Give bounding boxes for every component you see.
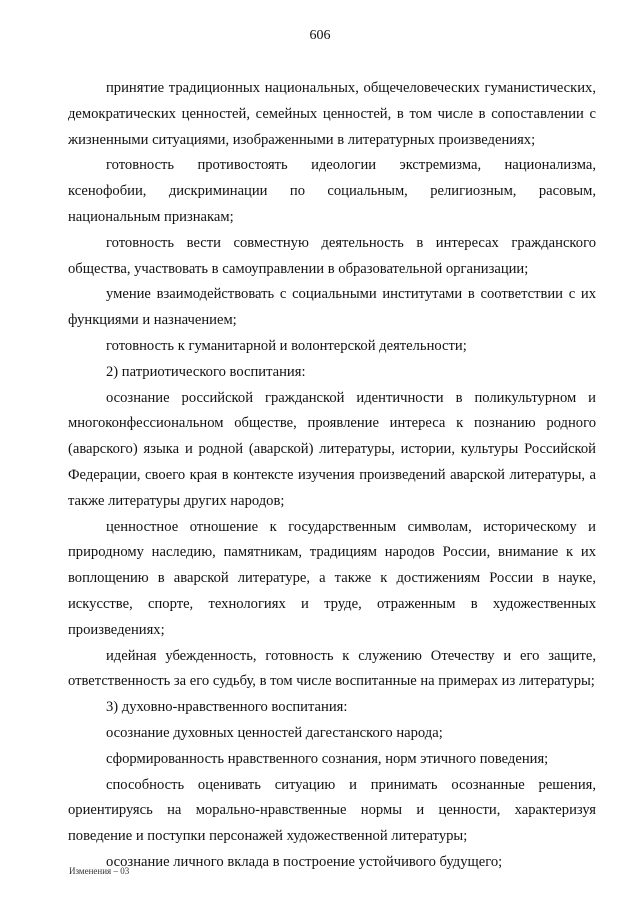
section-heading: 3) духовно-нравственного воспитания: <box>106 699 348 716</box>
footer-revision-note: Изменения – 03 <box>69 866 130 876</box>
paragraph: умение взаимодействовать с социальными институтами в соответствии с их функциями и назначением; <box>68 286 596 329</box>
section-heading: 2) патриотического воспитания: <box>106 363 306 380</box>
page-number: 606 <box>309 28 331 43</box>
paragraph: сформированность нравственного сознания, норм этичного поведения; <box>106 750 549 767</box>
body-text <box>68 76 596 876</box>
paragraph: способность оценивать ситуацию и принимать осознанные решения, ориентируясь на морально-нравственные нормы и ценности, характеризуя поведение и поступки персонажей художественной литературы; <box>68 776 596 845</box>
paragraph: идейная убежденность, готовность к служению Отечеству и его защите, ответственность за его судьбу, в том числе воспитанные на примерах из литературы; <box>68 647 596 690</box>
paragraph: готовность вести совместную деятельность в интересах гражданского общества, участвовать в самоуправлении в образовательной организации; <box>68 234 596 277</box>
paragraph: принятие традиционных национальных, общечеловеческих гуманистических, демократических ценностей, семейных ценностей, в том числе в сопоставлении с жизненными ситуациями, изображенными в литературных произведениях; <box>68 80 596 148</box>
paragraph: осознание российской гражданской идентичности в поликультурном и многоконфессиональном обществе, проявление интереса к познанию родного (аварского) языка и родной (аварской) литературы, истории, культуры Российской Федерации, своего края в контексте изучения произведений аварской литературы, а также литературы других народов; <box>68 389 596 509</box>
paragraph: осознание духовных ценностей дагестанского народа; <box>106 724 443 741</box>
paragraph: ценностное отношение к государственным символам, историческому и природному наследию, памятникам, традициям народов России, внимание к их воплощению в аварской литературе, а также к достижениям России в науке, искусстве, спорте, технологиях и труде, отраженным в художественных произведениях; <box>68 518 596 638</box>
paragraph: осознание личного вклада в построение устойчивого будущего; <box>106 853 503 870</box>
paragraph: готовность к гуманитарной и волонтерской деятельности; <box>106 337 467 354</box>
paragraph: готовность противостоять идеологии экстремизма, национализма, ксенофобии, дискриминации по социальным, религиозным, расовым, национальным признакам; <box>68 157 596 225</box>
